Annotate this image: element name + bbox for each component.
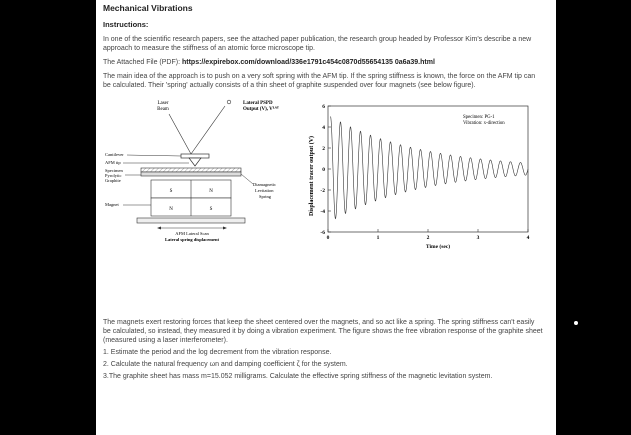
afm-tip bbox=[189, 158, 201, 166]
question-3: 3.The graphite sheet has mass m=15.052 milligrams. Calculate the effective spring stiffness of the magnetic levitation system. bbox=[103, 373, 493, 380]
diamagnetic-pointer bbox=[241, 174, 253, 184]
chart-ylabel: Displacement tracer output (V) bbox=[309, 135, 315, 217]
specimen-label: Specimen bbox=[105, 168, 123, 173]
cantilever-pointer bbox=[127, 155, 181, 156]
chart-xlabel: Time (sec) bbox=[425, 244, 451, 250]
cantilever bbox=[181, 154, 209, 158]
cantilever-label: Cantilever bbox=[105, 152, 124, 157]
y-tick-label: -6 bbox=[320, 230, 325, 236]
document-page bbox=[96, 0, 556, 435]
document-content bbox=[103, 3, 543, 260]
base-plate bbox=[137, 218, 245, 223]
attached-file-line bbox=[103, 58, 543, 67]
laser-beam-in bbox=[169, 114, 191, 154]
diamagnetic-label-2: Levitation bbox=[255, 188, 274, 193]
x-tick-label: 0 bbox=[326, 235, 330, 241]
afm-lateral-scan-label: AFM Lateral Scan bbox=[175, 231, 209, 236]
intro-paragraph: In one of the scientific research papers, see the attached paper publication, the research group headed by Professor Kim's describe a new approach to measure the stiffness of an atomic force microscope tip. bbox=[103, 36, 532, 52]
questions-section bbox=[103, 318, 543, 384]
chart-annotation-2: Vibration: x-direction bbox=[463, 121, 505, 126]
pole-s2: S bbox=[209, 207, 213, 212]
x-tick-label: 3 bbox=[476, 235, 480, 241]
pyrolytic-label: Pyrolytic bbox=[105, 173, 122, 178]
laser-beam-out bbox=[191, 106, 225, 154]
pole-s1: S bbox=[169, 189, 173, 194]
vibration-chart bbox=[293, 96, 543, 256]
question-2: 2. Calculate the natural frequency ωn and damping coefficient ζ for the system. bbox=[103, 361, 348, 368]
graphite-label: Graphite bbox=[105, 178, 121, 183]
x-tick-label: 4 bbox=[526, 235, 530, 241]
x-tick-label: 2 bbox=[426, 235, 430, 241]
x-tick-label: 1 bbox=[376, 235, 380, 241]
file-link[interactable]: https://expirebox.com/download/336e1791c454c0870d55654135 0a6a39.html bbox=[181, 59, 435, 66]
bullet-dot bbox=[574, 321, 578, 325]
file-label: The Attached File (PDF): bbox=[103, 59, 182, 66]
y-tick-label: -4 bbox=[320, 209, 325, 215]
instructions-heading: Instructions: bbox=[103, 20, 149, 29]
y-tick-label: 0 bbox=[322, 167, 325, 173]
graphite-layer bbox=[141, 172, 241, 176]
y-tick-label: -2 bbox=[320, 188, 325, 194]
laser-beam-label-2: Beam bbox=[157, 107, 169, 112]
question-1: 1. Estimate the period and the log decrement from the vibration response. bbox=[103, 349, 332, 356]
specimen-layer bbox=[141, 168, 241, 172]
figure bbox=[103, 96, 543, 256]
lateral-pspd-label: Lateral PSPD bbox=[243, 101, 273, 106]
vibration-series-line bbox=[331, 117, 529, 219]
pspd-sensor-icon bbox=[227, 100, 231, 104]
page-title: Mechanical Vibrations bbox=[103, 3, 193, 13]
diamagnetic-label-3: Spring bbox=[259, 194, 272, 199]
laser-beam-label-1: Laser bbox=[157, 101, 169, 106]
diamagnetic-label-1: Diamagnetic bbox=[253, 182, 276, 187]
pole-n1: N bbox=[209, 189, 213, 194]
y-tick-label: 6 bbox=[322, 104, 325, 110]
y-tick-label: 4 bbox=[322, 125, 325, 131]
output-label: Output (V), Vᴸᴬᵀ bbox=[243, 107, 279, 112]
chart-annotation-1: Specimen: PG-1 bbox=[463, 115, 495, 120]
lateral-spring-displacement-label: Lateral spring displacement bbox=[165, 237, 219, 242]
approach-paragraph: The main idea of the approach is to push on a very soft spring with the AFM tip. If the spring stiffness is known, the force on the AFM tip can be calculated. Their 'spring' actually consists of a thin sheet of graphite suspended over four magnets (see below figure). bbox=[103, 73, 536, 89]
magnet-label: Magnet bbox=[105, 202, 119, 207]
magnets-paragraph: The magnets exert restoring forces that keep the sheet centered over the magnets, and so act like a spring. The spring stiffness can't easily be calculated, so instead, they measured it by doing a vibration experiment. The figure shows the free vibration response of the graphite sheet (measured using a laser interferometer). bbox=[103, 319, 543, 344]
afm-setup-diagram bbox=[103, 96, 293, 256]
y-tick-label: 2 bbox=[322, 146, 325, 152]
pole-n2: N bbox=[169, 207, 173, 212]
afm-tip-label: AFM tip bbox=[105, 160, 121, 165]
